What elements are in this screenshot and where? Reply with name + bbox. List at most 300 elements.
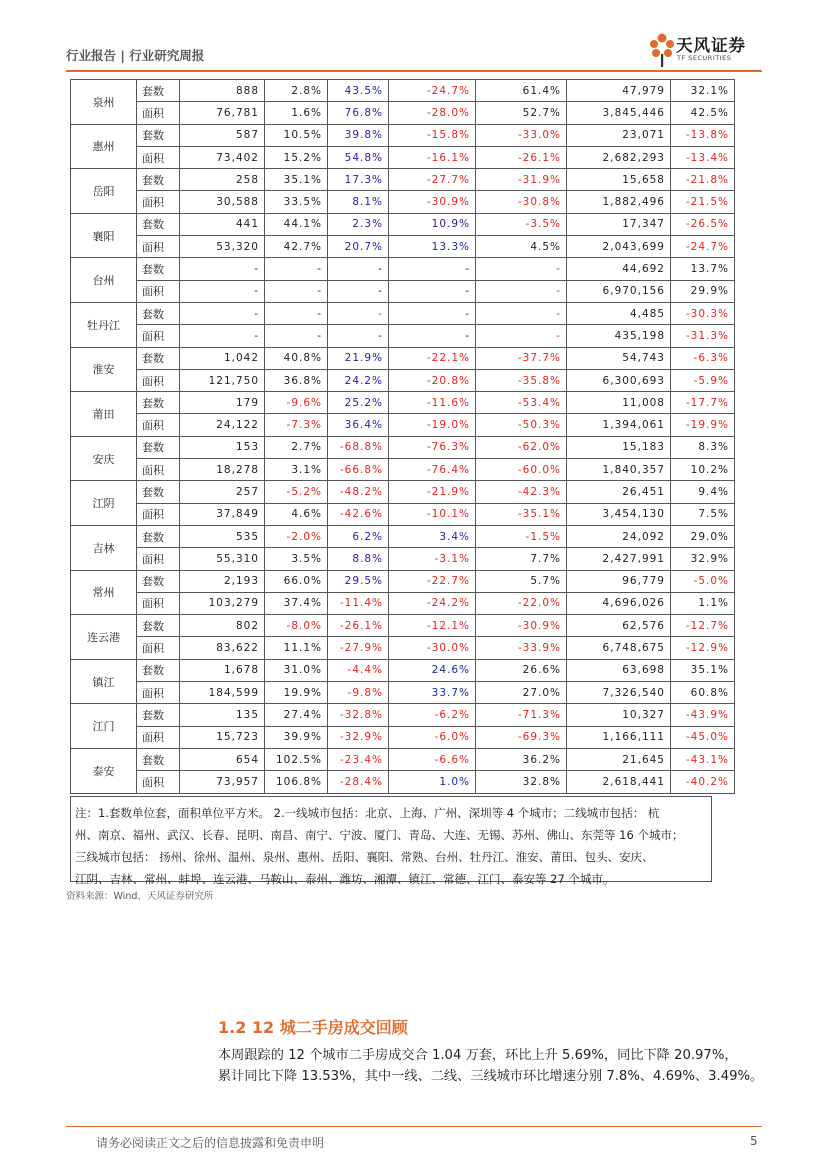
value-cell: -3.5%	[476, 213, 567, 235]
value-cell: 37,849	[180, 503, 265, 525]
metric-type-cell: 面积	[137, 102, 180, 124]
value-cell: 4.5%	[476, 236, 567, 258]
value-cell: -	[328, 280, 389, 302]
value-cell: -28.4%	[328, 771, 389, 793]
city-name-cell: 惠州	[71, 124, 137, 169]
value-cell: -	[476, 325, 567, 347]
value-cell: 2.3%	[328, 213, 389, 235]
paragraph-line: 本周跟踪的 12 个城市二手房成交合 1.04 万套，环比上升 5.69%，同比下降 20.97%，	[218, 1048, 738, 1063]
table-row	[71, 191, 735, 213]
value-cell: 1,882,496	[567, 191, 671, 213]
value-cell: -45.0%	[671, 726, 735, 748]
value-cell: 44,692	[567, 258, 671, 280]
value-cell: -	[476, 280, 567, 302]
value-cell: 802	[180, 615, 265, 637]
metric-type-cell: 套数	[137, 302, 180, 324]
value-cell: 63,698	[567, 659, 671, 681]
value-cell: -	[265, 258, 328, 280]
value-cell: 24.6%	[389, 659, 476, 681]
metric-type-cell: 面积	[137, 637, 180, 659]
value-cell: 61.4%	[476, 80, 567, 102]
value-cell: 15,658	[567, 169, 671, 191]
value-cell: 8.3%	[671, 436, 735, 458]
value-cell: 7,326,540	[567, 682, 671, 704]
value-cell: 135	[180, 704, 265, 726]
logo-cn-text: 天风证券	[676, 36, 746, 55]
metric-type-cell: 面积	[137, 280, 180, 302]
value-cell: -	[180, 280, 265, 302]
value-cell: 8.8%	[328, 548, 389, 570]
value-cell: -26.5%	[671, 213, 735, 235]
city-name-cell: 常州	[71, 570, 137, 615]
value-cell: 21.9%	[328, 347, 389, 369]
value-cell: 24.2%	[328, 369, 389, 391]
value-cell: 15.2%	[265, 146, 328, 168]
value-cell: 1,166,111	[567, 726, 671, 748]
value-cell: 43.5%	[328, 80, 389, 102]
value-cell: -24.7%	[671, 236, 735, 258]
value-cell: -6.2%	[389, 704, 476, 726]
metric-type-cell: 套数	[137, 258, 180, 280]
metric-type-cell: 面积	[137, 236, 180, 258]
value-cell: 654	[180, 748, 265, 770]
value-cell: -21.8%	[671, 169, 735, 191]
value-cell: -30.3%	[671, 302, 735, 324]
value-cell: -	[389, 280, 476, 302]
value-cell: -5.0%	[671, 570, 735, 592]
value-cell: -43.9%	[671, 704, 735, 726]
city-name-cell: 淮安	[71, 347, 137, 392]
metric-type-cell: 套数	[137, 392, 180, 414]
value-cell: -6.3%	[671, 347, 735, 369]
value-cell: -12.1%	[389, 615, 476, 637]
data-source: 资料来源：Wind、天风证券研究所	[66, 891, 214, 902]
value-cell: -11.4%	[328, 592, 389, 614]
value-cell: -6.6%	[389, 748, 476, 770]
value-cell: 25.2%	[328, 392, 389, 414]
metric-type-cell: 面积	[137, 414, 180, 436]
value-cell: 39.8%	[328, 124, 389, 146]
value-cell: -16.1%	[389, 146, 476, 168]
city-name-cell: 连云港	[71, 615, 137, 660]
table-row	[71, 570, 735, 592]
value-cell: 7.7%	[476, 548, 567, 570]
value-cell: 3,845,446	[567, 102, 671, 124]
value-cell: 24,092	[567, 525, 671, 547]
value-cell: 1.1%	[671, 592, 735, 614]
metric-type-cell: 面积	[137, 146, 180, 168]
value-cell: -26.1%	[476, 146, 567, 168]
value-cell: 15,723	[180, 726, 265, 748]
table-row	[71, 615, 735, 637]
value-cell: 587	[180, 124, 265, 146]
value-cell: 257	[180, 481, 265, 503]
value-cell: -2.0%	[265, 525, 328, 547]
value-cell: -13.4%	[671, 146, 735, 168]
value-cell: -3.1%	[389, 548, 476, 570]
value-cell: -62.0%	[476, 436, 567, 458]
value-cell: 4,696,026	[567, 592, 671, 614]
value-cell: -8.0%	[265, 615, 328, 637]
value-cell: 33.5%	[265, 191, 328, 213]
value-cell: -13.8%	[671, 124, 735, 146]
value-cell: 11.1%	[265, 637, 328, 659]
value-cell: 31.0%	[265, 659, 328, 681]
value-cell: 32.1%	[671, 80, 735, 102]
value-cell: 3.4%	[389, 525, 476, 547]
value-cell: 10.2%	[671, 459, 735, 481]
table-row	[71, 659, 735, 681]
metric-type-cell: 套数	[137, 80, 180, 102]
value-cell: -31.3%	[671, 325, 735, 347]
metric-type-cell: 套数	[137, 570, 180, 592]
metric-type-cell: 面积	[137, 503, 180, 525]
value-cell: -76.3%	[389, 436, 476, 458]
value-cell: 4.6%	[265, 503, 328, 525]
metric-type-cell: 面积	[137, 369, 180, 391]
value-cell: -	[389, 258, 476, 280]
value-cell: 47,979	[567, 80, 671, 102]
value-cell: 179	[180, 392, 265, 414]
value-cell: 23,071	[567, 124, 671, 146]
value-cell: 17.3%	[328, 169, 389, 191]
city-name-cell: 襄阳	[71, 213, 137, 258]
value-cell: 73,957	[180, 771, 265, 793]
section-title: 1.2 12 城二手房成交回顾	[218, 1018, 408, 1037]
value-cell: -21.5%	[671, 191, 735, 213]
value-cell: 20.7%	[328, 236, 389, 258]
value-cell: 30,588	[180, 191, 265, 213]
metric-type-cell: 面积	[137, 459, 180, 481]
table-row	[71, 325, 735, 347]
table-row	[71, 592, 735, 614]
value-cell: -26.1%	[328, 615, 389, 637]
city-name-cell: 吉林	[71, 525, 137, 570]
value-cell: -11.6%	[389, 392, 476, 414]
value-cell: 1,394,061	[567, 414, 671, 436]
value-cell: 184,599	[180, 682, 265, 704]
value-cell: 24,122	[180, 414, 265, 436]
value-cell: -53.4%	[476, 392, 567, 414]
value-cell: 36.2%	[476, 748, 567, 770]
value-cell: 441	[180, 213, 265, 235]
metric-type-cell: 套数	[137, 213, 180, 235]
value-cell: -42.3%	[476, 481, 567, 503]
value-cell: 1,678	[180, 659, 265, 681]
value-cell: 10.5%	[265, 124, 328, 146]
metric-type-cell: 面积	[137, 726, 180, 748]
value-cell: 27.0%	[476, 682, 567, 704]
value-cell: -76.4%	[389, 459, 476, 481]
value-cell: -	[265, 325, 328, 347]
value-cell: 32.9%	[671, 548, 735, 570]
city-name-cell: 泰安	[71, 748, 137, 793]
metric-type-cell: 面积	[137, 592, 180, 614]
value-cell: -20.8%	[389, 369, 476, 391]
value-cell: 1,042	[180, 347, 265, 369]
table-row	[71, 213, 735, 235]
value-cell: 6.2%	[328, 525, 389, 547]
value-cell: 10.9%	[389, 213, 476, 235]
value-cell: -68.8%	[328, 436, 389, 458]
value-cell: 83,622	[180, 637, 265, 659]
value-cell: -17.7%	[671, 392, 735, 414]
value-cell: 54,743	[567, 347, 671, 369]
value-cell: 8.1%	[328, 191, 389, 213]
value-cell: 36.4%	[328, 414, 389, 436]
value-cell: 2,427,991	[567, 548, 671, 570]
value-cell: 2,043,699	[567, 236, 671, 258]
table-row	[71, 414, 735, 436]
value-cell: 26,451	[567, 481, 671, 503]
value-cell: 73,402	[180, 146, 265, 168]
metric-type-cell: 面积	[137, 191, 180, 213]
value-cell: -10.1%	[389, 503, 476, 525]
table-row	[71, 280, 735, 302]
value-cell: -22.1%	[389, 347, 476, 369]
company-logo	[648, 30, 768, 72]
value-cell: 76.8%	[328, 102, 389, 124]
city-name-cell: 江阴	[71, 481, 137, 526]
city-name-cell: 莆田	[71, 392, 137, 437]
value-cell: 3,454,130	[567, 503, 671, 525]
value-cell: -27.9%	[328, 637, 389, 659]
value-cell: 535	[180, 525, 265, 547]
table-row	[71, 548, 735, 570]
table-row	[71, 124, 735, 146]
value-cell: 2,618,441	[567, 771, 671, 793]
notes-line: 州、南京、福州、武汉、长春、昆明、南昌、南宁、宁波、厦门、青岛、大连、无锡、苏州、佛山、东莞等 16 个城市；	[75, 828, 684, 842]
value-cell: 52.7%	[476, 102, 567, 124]
value-cell: 103,279	[180, 592, 265, 614]
value-cell: -	[328, 302, 389, 324]
value-cell: 29.0%	[671, 525, 735, 547]
value-cell: 21,645	[567, 748, 671, 770]
value-cell: -60.0%	[476, 459, 567, 481]
value-cell: -50.3%	[476, 414, 567, 436]
value-cell: -35.8%	[476, 369, 567, 391]
value-cell: -19.0%	[389, 414, 476, 436]
section-paragraph	[218, 1045, 766, 1087]
value-cell: 9.4%	[671, 481, 735, 503]
metric-type-cell: 套数	[137, 169, 180, 191]
value-cell: -6.0%	[389, 726, 476, 748]
value-cell: 13.3%	[389, 236, 476, 258]
value-cell: -5.2%	[265, 481, 328, 503]
table-row	[71, 102, 735, 124]
metric-type-cell: 套数	[137, 124, 180, 146]
value-cell: -	[180, 302, 265, 324]
table-row	[71, 503, 735, 525]
table-row	[71, 704, 735, 726]
city-name-cell: 牡丹江	[71, 302, 137, 347]
value-cell: -1.5%	[476, 525, 567, 547]
value-cell: -15.8%	[389, 124, 476, 146]
logo-en-text: TF SECURITIES	[677, 54, 732, 62]
value-cell: 76,781	[180, 102, 265, 124]
value-cell: 6,970,156	[567, 280, 671, 302]
value-cell: -4.4%	[328, 659, 389, 681]
value-cell: 27.4%	[265, 704, 328, 726]
notes-line: 江阴、吉林、常州、蚌埠、连云港、马鞍山、泰州、潍坊、湘潭、镇江、常德、江门、泰安等 27 个城市。	[75, 872, 615, 886]
metric-type-cell: 套数	[137, 347, 180, 369]
value-cell: 29.5%	[328, 570, 389, 592]
value-cell: -12.9%	[671, 637, 735, 659]
table-notes	[70, 796, 712, 886]
value-cell: -	[180, 258, 265, 280]
value-cell: -12.7%	[671, 615, 735, 637]
value-cell: 62,576	[567, 615, 671, 637]
table-row	[71, 80, 735, 102]
value-cell: 2.8%	[265, 80, 328, 102]
value-cell: 2,682,293	[567, 146, 671, 168]
value-cell: 35.1%	[671, 659, 735, 681]
value-cell: 35.1%	[265, 169, 328, 191]
value-cell: 2,193	[180, 570, 265, 592]
value-cell: -30.0%	[389, 637, 476, 659]
table-row	[71, 347, 735, 369]
value-cell: 53,320	[180, 236, 265, 258]
value-cell: 106.8%	[265, 771, 328, 793]
value-cell: 44.1%	[265, 213, 328, 235]
value-cell: 1.0%	[389, 771, 476, 793]
value-cell: 3.5%	[265, 548, 328, 570]
value-cell: -	[389, 302, 476, 324]
table-row	[71, 637, 735, 659]
value-cell: 39.9%	[265, 726, 328, 748]
value-cell: 96,779	[567, 570, 671, 592]
value-cell: 26.6%	[476, 659, 567, 681]
city-name-cell: 泉州	[71, 80, 137, 125]
value-cell: 66.0%	[265, 570, 328, 592]
value-cell: -30.9%	[389, 191, 476, 213]
value-cell: -33.0%	[476, 124, 567, 146]
table-row	[71, 481, 735, 503]
value-cell: -40.2%	[671, 771, 735, 793]
value-cell: -24.2%	[389, 592, 476, 614]
value-cell: -32.8%	[328, 704, 389, 726]
value-cell: 11,008	[567, 392, 671, 414]
metric-type-cell: 面积	[137, 682, 180, 704]
value-cell: -	[476, 258, 567, 280]
table-row	[71, 302, 735, 324]
value-cell: -30.9%	[476, 615, 567, 637]
metric-type-cell: 面积	[137, 548, 180, 570]
value-cell: -35.1%	[476, 503, 567, 525]
page-number: 5	[750, 1134, 758, 1148]
disclaimer-text: 请务必阅读正文之后的信息披露和免责申明	[96, 1136, 325, 1150]
table-row	[71, 726, 735, 748]
metric-type-cell: 套数	[137, 704, 180, 726]
value-cell: 435,198	[567, 325, 671, 347]
city-name-cell: 岳阳	[71, 169, 137, 214]
table-row	[71, 392, 735, 414]
value-cell: 18,278	[180, 459, 265, 481]
value-cell: 5.7%	[476, 570, 567, 592]
value-cell: -22.7%	[389, 570, 476, 592]
value-cell: 153	[180, 436, 265, 458]
metric-type-cell: 面积	[137, 771, 180, 793]
table-row	[71, 748, 735, 770]
value-cell: -	[265, 302, 328, 324]
paragraph-line: 累计同比下降 13.53%，其中一线、二线、三线城市环比增速分别 7.8%、4.69%、3.49%。	[218, 1069, 764, 1084]
value-cell: 29.9%	[671, 280, 735, 302]
value-cell: -9.6%	[265, 392, 328, 414]
value-cell: -32.9%	[328, 726, 389, 748]
notes-line: 注：1.套数单位套，面积单位平方米。 2.一线城市包括：北京、上海、广州、深圳等 4 个城市；二线城市包括： 杭	[75, 806, 660, 820]
table-row	[71, 682, 735, 704]
value-cell: -28.0%	[389, 102, 476, 124]
value-cell: -37.7%	[476, 347, 567, 369]
value-cell: 1,840,357	[567, 459, 671, 481]
table-row	[71, 236, 735, 258]
value-cell: -43.1%	[671, 748, 735, 770]
value-cell: 888	[180, 80, 265, 102]
value-cell: -27.7%	[389, 169, 476, 191]
value-cell: -9.8%	[328, 682, 389, 704]
value-cell: 4,485	[567, 302, 671, 324]
city-transaction-table	[70, 79, 735, 794]
value-cell: -21.9%	[389, 481, 476, 503]
value-cell: -24.7%	[389, 80, 476, 102]
report-header: 行业报告 | 行业研究周报	[66, 48, 205, 63]
value-cell: -30.8%	[476, 191, 567, 213]
value-cell: 10,327	[567, 704, 671, 726]
metric-type-cell: 套数	[137, 481, 180, 503]
value-cell: 13.7%	[671, 258, 735, 280]
value-cell: -69.3%	[476, 726, 567, 748]
value-cell: 7.5%	[671, 503, 735, 525]
value-cell: 121,750	[180, 369, 265, 391]
value-cell: -	[265, 280, 328, 302]
value-cell: 32.8%	[476, 771, 567, 793]
value-cell: -5.9%	[671, 369, 735, 391]
notes-line: 三线城市包括： 扬州、徐州、温州、泉州、惠州、岳阳、襄阳、常熟、台州、牡丹江、淮安、莆田、包头、安庆、	[75, 850, 654, 864]
table-row	[71, 146, 735, 168]
value-cell: -	[328, 258, 389, 280]
metric-type-cell: 套数	[137, 436, 180, 458]
value-cell: -23.4%	[328, 748, 389, 770]
table-row	[71, 436, 735, 458]
metric-type-cell: 套数	[137, 525, 180, 547]
value-cell: -33.9%	[476, 637, 567, 659]
value-cell: -7.3%	[265, 414, 328, 436]
metric-type-cell: 套数	[137, 748, 180, 770]
value-cell: 6,748,675	[567, 637, 671, 659]
city-name-cell: 安庆	[71, 436, 137, 481]
table-row	[71, 369, 735, 391]
city-name-cell: 镇江	[71, 659, 137, 704]
value-cell: 37.4%	[265, 592, 328, 614]
value-cell: -48.2%	[328, 481, 389, 503]
value-cell: -	[476, 302, 567, 324]
value-cell: 42.5%	[671, 102, 735, 124]
value-cell: -19.9%	[671, 414, 735, 436]
value-cell: 40.8%	[265, 347, 328, 369]
value-cell: -	[180, 325, 265, 347]
value-cell: 36.8%	[265, 369, 328, 391]
value-cell: 55,310	[180, 548, 265, 570]
logo-flower-icon	[648, 30, 676, 68]
value-cell: 15,183	[567, 436, 671, 458]
value-cell: -	[389, 325, 476, 347]
value-cell: 1.6%	[265, 102, 328, 124]
value-cell: 54.8%	[328, 146, 389, 168]
value-cell: 17,347	[567, 213, 671, 235]
value-cell: 33.7%	[389, 682, 476, 704]
city-name-cell: 台州	[71, 258, 137, 303]
value-cell: 42.7%	[265, 236, 328, 258]
